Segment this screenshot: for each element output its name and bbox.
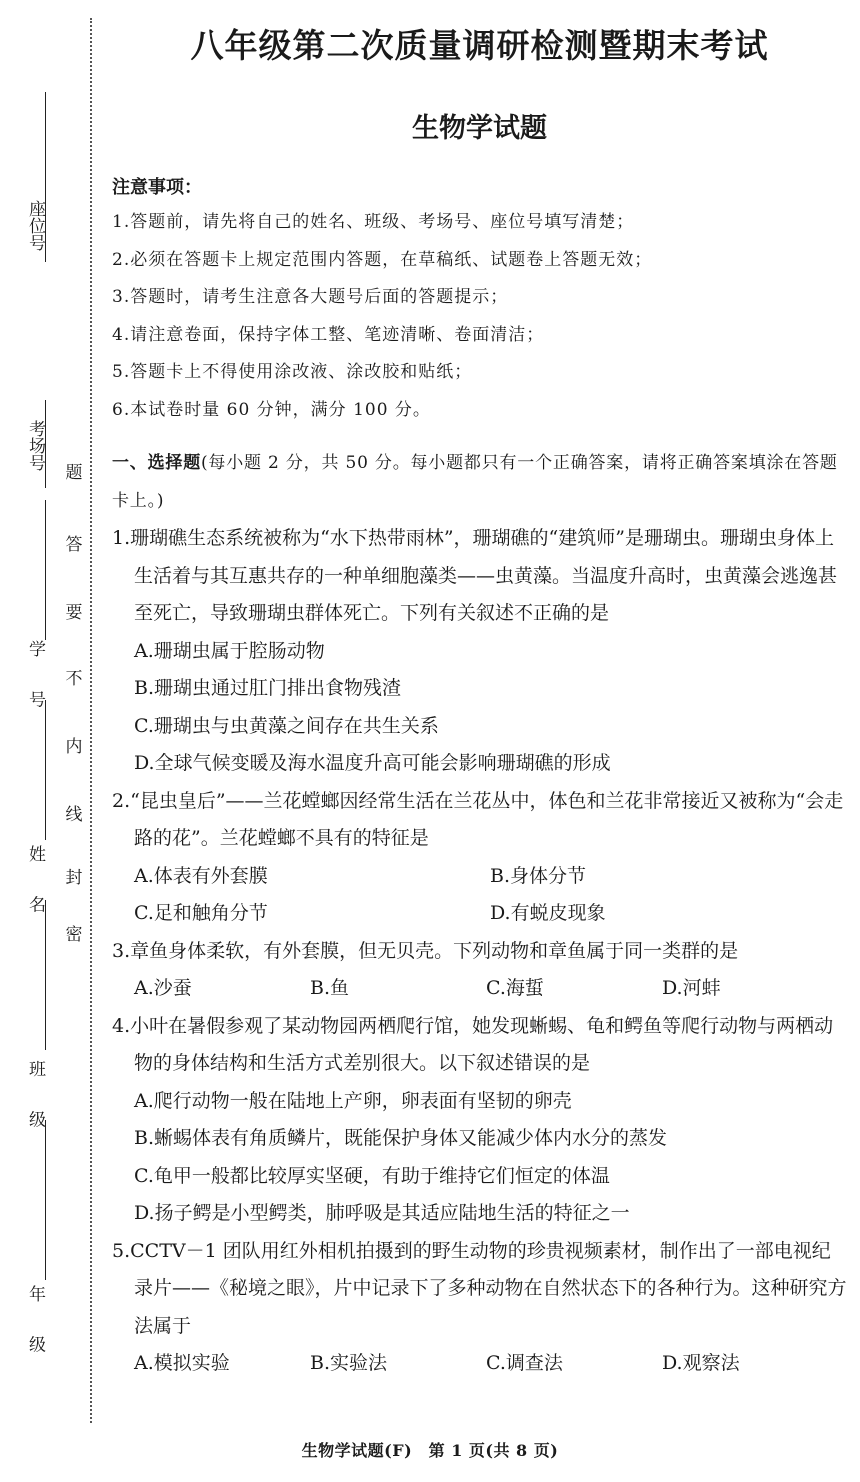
section-instruction: (每小题 2 分，共 50 分。每小题都只有一个正确答案，请将正确答案填涂在答题卡上。) <box>112 453 838 511</box>
option-row <box>112 858 847 896</box>
option-c: C.龟甲一般都比较厚实坚硬，有助于维持它们恒定的体温 <box>134 1164 610 1187</box>
exam-title: 八年级第二次质量调研检测暨期末考试 <box>190 26 769 65</box>
grade-line <box>45 1120 46 1280</box>
seal-char: 密 <box>65 925 83 945</box>
option-b: B.身体分节 <box>490 864 587 887</box>
seal-dotted-line <box>90 18 92 1423</box>
option-b: B.珊瑚虫通过肛门排出食物残渣 <box>134 677 402 699</box>
question-2 <box>112 783 847 933</box>
seal-char: 线 <box>65 805 83 825</box>
main-content <box>112 20 847 1383</box>
option-c: C.调查法 <box>486 1352 563 1374</box>
seat-number-label: 座位号 <box>25 200 45 251</box>
option-b: B.实验法 <box>310 1352 388 1374</box>
student-id-label: 学 号 <box>25 640 45 722</box>
student-id-line <box>45 500 46 640</box>
notice-item: 2.必须在答题卡上规定范围内答题，在草稿纸、试题卷上答题无效； <box>112 249 653 270</box>
option-d: D.河蚌 <box>662 977 721 999</box>
grade-label: 年 级 <box>25 1285 45 1367</box>
option-row <box>112 970 847 1008</box>
page-footer: 生物学试题(F) 第 1 页(共 8 页) <box>301 1441 559 1460</box>
notice-item: 5.答题卡上不得使用涂改液、涂改胶和贴纸； <box>112 362 473 382</box>
notice-heading: 注意事项： <box>112 177 202 198</box>
option-a: A.沙蚕 <box>134 977 192 999</box>
option-c: C.珊瑚虫与虫黄藻之间存在共生关系 <box>134 714 439 737</box>
option-a: A.模拟实验 <box>134 1352 230 1374</box>
notice-item: 1.答题前，请先将自己的姓名、班级、考场号、座位号填写清楚； <box>112 212 635 232</box>
option-b: B.蜥蜴体表有角质鳞片，既能保护身体又能减少体内水分的蒸发 <box>134 1127 668 1149</box>
seal-char: 要 <box>65 603 83 623</box>
option-d: D.全球气候变暖及海水温度升高可能会影响珊瑚礁的形成 <box>134 752 611 774</box>
option-d: D.有蜕皮现象 <box>490 902 606 924</box>
seal-char: 封 <box>65 868 83 888</box>
name-label: 姓 名 <box>25 845 45 927</box>
option-a: A.珊瑚虫属于腔肠动物 <box>134 639 325 662</box>
name-line <box>45 700 46 840</box>
seal-char: 内 <box>65 737 83 757</box>
exam-room-label: 考场号 <box>25 420 45 471</box>
option-b: B.鱼 <box>310 977 350 999</box>
option-a: A.爬行动物一般在陆地上产卵，卵表面有坚韧的卵壳 <box>134 1089 572 1112</box>
class-line <box>45 900 46 1050</box>
question-stem: 2.“昆虫皇后”——兰花螳螂因经常生活在兰花丛中，体色和兰花非常接近又被称为“会走路的花”。兰花螳螂不具有的特征是 <box>112 789 844 849</box>
question-3 <box>112 933 847 1008</box>
question-5 <box>112 1233 847 1383</box>
seal-char: 题 <box>65 463 83 483</box>
question-stem: 3.章鱼身体柔软，有外套膜，但无贝壳。下列动物和章鱼属于同一类群的是 <box>112 939 739 962</box>
question-1 <box>112 520 847 783</box>
notice-item: 3.答题时，请考生注意各大题号后面的答题提示； <box>112 287 509 307</box>
option-c: C.足和触角分节 <box>134 902 268 924</box>
option-a: A.体表有外套膜 <box>134 864 268 887</box>
exam-subtitle: 生物学试题 <box>412 113 547 144</box>
question-stem: 4.小叶在暑假参观了某动物园两栖爬行馆，她发现蜥蜴、龟和鳄鱼等爬行动物与两栖动物的身体结构和生活方式差别很大。以下叙述错误的是 <box>112 1014 834 1074</box>
question-4 <box>112 1008 847 1233</box>
section-heading: 一、选择题 <box>112 453 201 473</box>
notice-item: 4.请注意卷面，保持字体工整、笔迹清晰、卷面清洁； <box>112 324 545 345</box>
question-stem: 5.CCTV－1 团队用红外相机拍摄到的野生动物的珍贵视频素材，制作出了一部电视纪录片——《秘境之眼》，片中记录下了多种动物在自然状态下的各种行为。这种研究方法属于 <box>112 1239 847 1337</box>
seal-char: 不 <box>65 669 83 689</box>
option-c: C.海蜇 <box>486 977 544 999</box>
notice-item: 6.本试卷时量 60 分钟，满分 100 分。 <box>112 399 431 420</box>
question-stem: 1.珊瑚礁生态系统被称为“水下热带雨林”，珊瑚礁的“建筑师”是珊瑚虫。珊瑚虫身体上生活着与其互惠共存的一种单细胞藻类——虫黄藻。当温度升高时，虫黄藻会逃逸甚至死亡，导致珊瑚虫群体死亡。下列有关叙述不正确的是 <box>112 527 838 624</box>
option-row <box>112 1345 847 1383</box>
seal-char: 答 <box>65 535 83 555</box>
option-d: D.扬子鳄是小型鳄类，肺呼吸是其适应陆地生活的特征之一 <box>134 1202 630 1224</box>
option-row <box>112 895 847 933</box>
class-label: 班 级 <box>25 1060 45 1142</box>
section-instructions <box>112 445 847 520</box>
option-d: D.观察法 <box>662 1352 740 1374</box>
